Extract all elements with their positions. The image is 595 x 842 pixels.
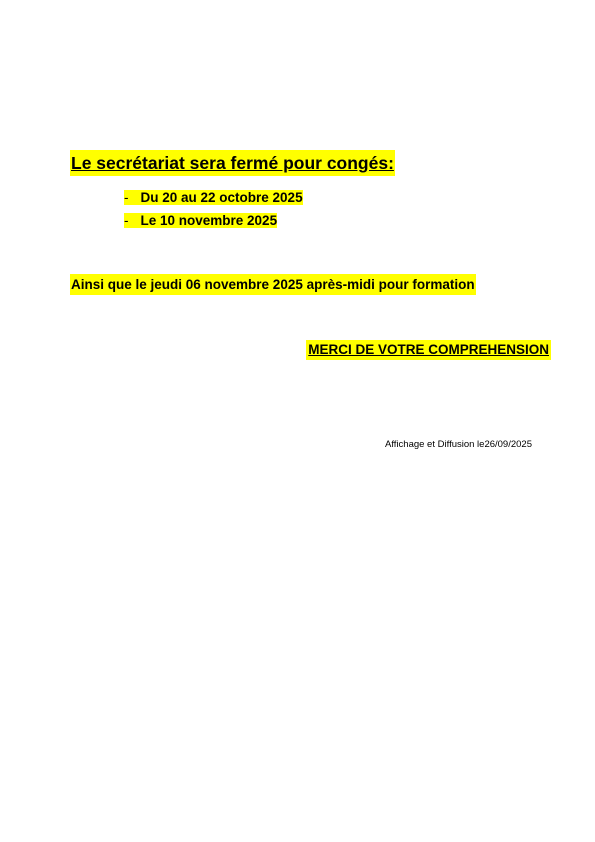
list-bullet: - — [124, 213, 133, 228]
list-bullet: - — [124, 190, 133, 205]
closure-date-text: Du 20 au 22 octobre 2025 — [133, 190, 303, 205]
posting-date-footer: Affichage et Diffusion le26/09/2025 — [384, 439, 532, 450]
thanks-text: MERCI DE VOTRE COMPREHENSION — [306, 340, 551, 360]
additional-closure-text: Ainsi que le jeudi 06 novembre 2025 après-midi pour formation — [70, 274, 476, 295]
closure-dates-list — [124, 188, 303, 234]
list-item — [124, 211, 303, 234]
closure-date-text: Le 10 novembre 2025 — [133, 213, 278, 228]
notice-title: Le secrétariat sera fermé pour congés: — [70, 150, 395, 176]
list-item — [124, 188, 303, 211]
